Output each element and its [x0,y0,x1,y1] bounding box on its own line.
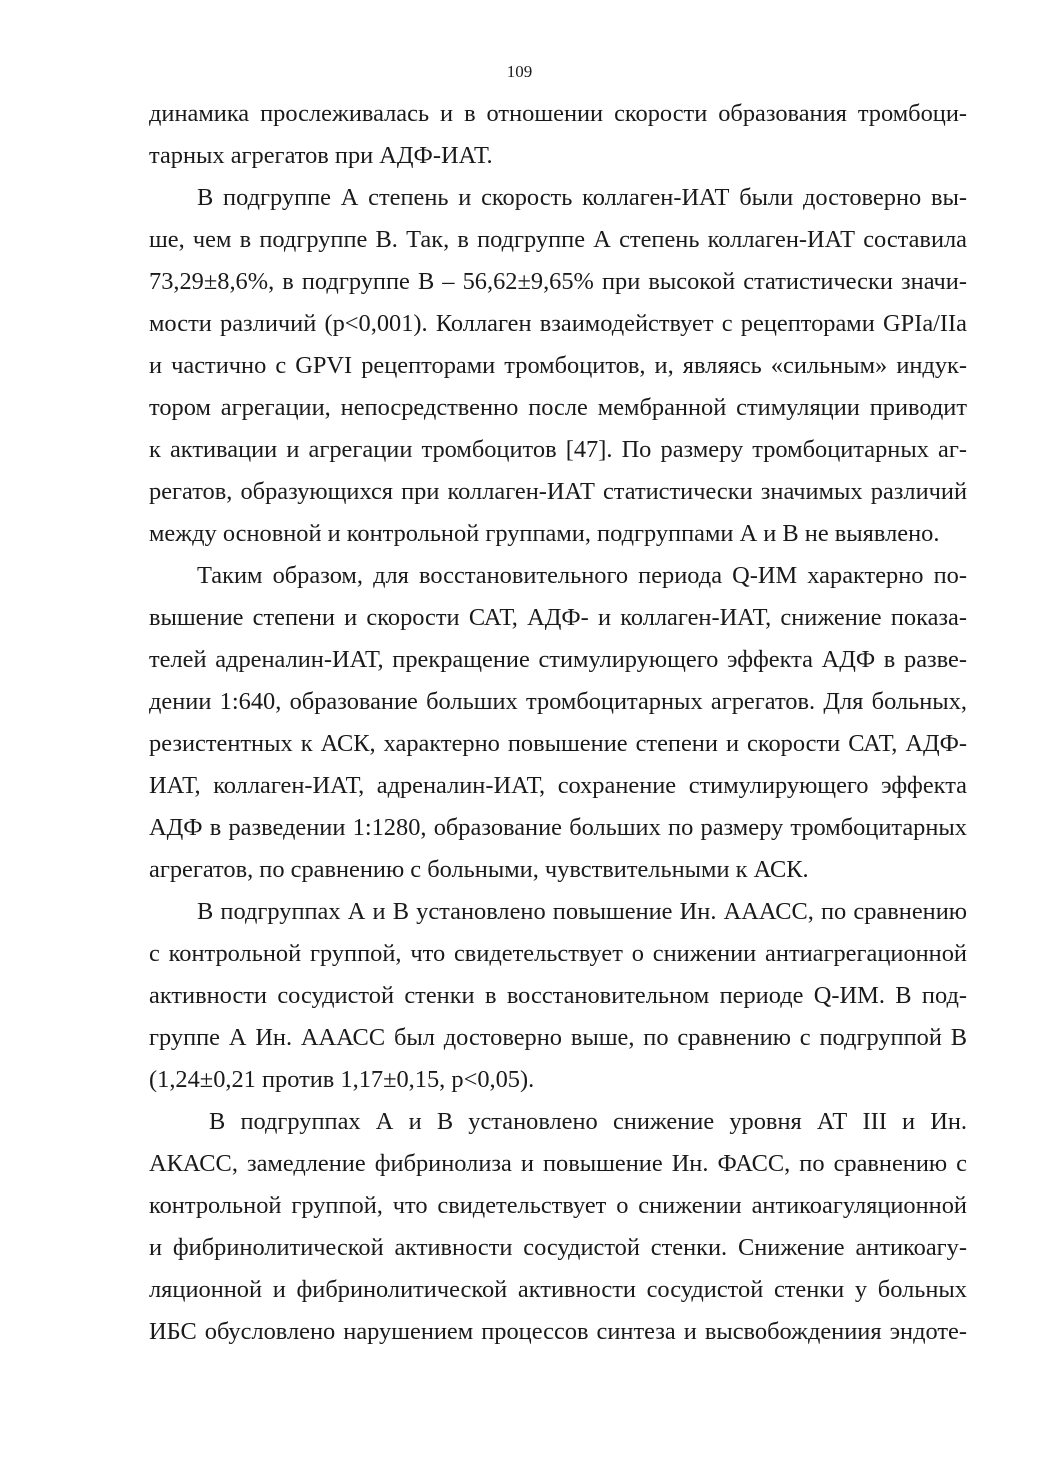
paragraph-4 [149,891,967,1101]
text-line: и частично с GPVI рецепторами тромбоцитов, и, являясь «сильным» индук- [149,352,967,379]
document-body [149,93,967,1353]
text-line: контрольной группой, что свидетельствует о снижении антикоагуляционной [149,1192,967,1219]
text-line: и фибринолитической активности сосудистой стенки. Снижение антикоагу- [149,1234,967,1261]
page-number: 109 [506,62,533,81]
text-line: тором агрегации, непосредственно после мембранной стимуляции приводит [149,394,967,421]
text-line: с контрольной группой, что свидетельствует о снижении антиагрегационной [149,940,967,967]
text-line: ИАТ, коллаген-ИАТ, адреналин-ИАТ, сохранение стимулирующего эффекта [149,772,967,799]
paragraph-3 [149,555,967,891]
text-line: В подгруппах А и В установлено снижение уровня АТ III и Ин. [209,1108,967,1135]
text-line: ше, чем в подгруппе В. Так, в подгруппе А степень коллаген-ИАТ составила [149,226,967,253]
text-line: вышение степени и скорости САТ, АДФ- и коллаген-ИАТ, снижение показа- [149,604,967,631]
paragraph-2 [149,177,967,555]
text-line: ляционной и фибринолитической активности сосудистой стенки у больных [149,1276,967,1303]
paragraph-1 [149,93,967,177]
paragraph-5 [149,1101,967,1353]
text-line: Таким образом, для восстановительного периода Q-ИМ характерно по- [197,562,967,589]
text-line: между основной и контрольной группами, подгруппами А и В не выявлено. [149,520,940,547]
text-line: В подгруппах А и В установлено повышение Ин. АААСС, по сравнению [197,898,967,925]
text-line: 73,29±8,6%, в подгруппе В – 56,62±9,65% при высокой статистически значи- [149,268,967,295]
text-line: динамика прослеживалась и в отношении скорости образования тромбоци- [149,100,967,127]
text-line: дении 1:640, образование больших тромбоцитарных агрегатов. Для больных, [149,688,967,715]
text-line: мости различий (р<0,001). Коллаген взаимодействует с рецепторами GPIa/IIa [149,310,967,337]
text-line: телей адреналин-ИАТ, прекращение стимулирующего эффекта АДФ в разве- [149,646,967,673]
text-line: активности сосудистой стенки в восстановительном периоде Q-ИМ. В под- [149,982,967,1009]
text-line: АДФ в разведении 1:1280, образование больших по размеру тромбоцитарных [149,814,967,841]
text-line: (1,24±0,21 против 1,17±0,15, р<0,05). [149,1066,535,1093]
text-line: В подгруппе А степень и скорость коллаген-ИАТ были достоверно вы- [197,184,967,211]
text-line: ИБС обусловлено нарушением процессов синтеза и высвобождениия эндоте- [149,1318,967,1345]
text-line: регатов, образующихся при коллаген-ИАТ статистически значимых различий [149,478,967,505]
text-line: АКАСС, замедление фибринолиза и повышение Ин. ФАСС, по сравнению с [149,1150,967,1177]
text-line: агрегатов, по сравнению с больными, чувствительными к АСК. [149,856,809,883]
text-line: тарных агрегатов при АДФ-ИАТ. [149,142,493,169]
text-line: резистентных к АСК, характерно повышение степени и скорости САТ, АДФ- [149,730,967,757]
text-line: к активации и агрегации тромбоцитов [47]. По размеру тромбоцитарных аг- [149,436,967,463]
text-line: группе А Ин. АААСС был достоверно выше, по сравнению с подгруппой В [149,1024,967,1051]
